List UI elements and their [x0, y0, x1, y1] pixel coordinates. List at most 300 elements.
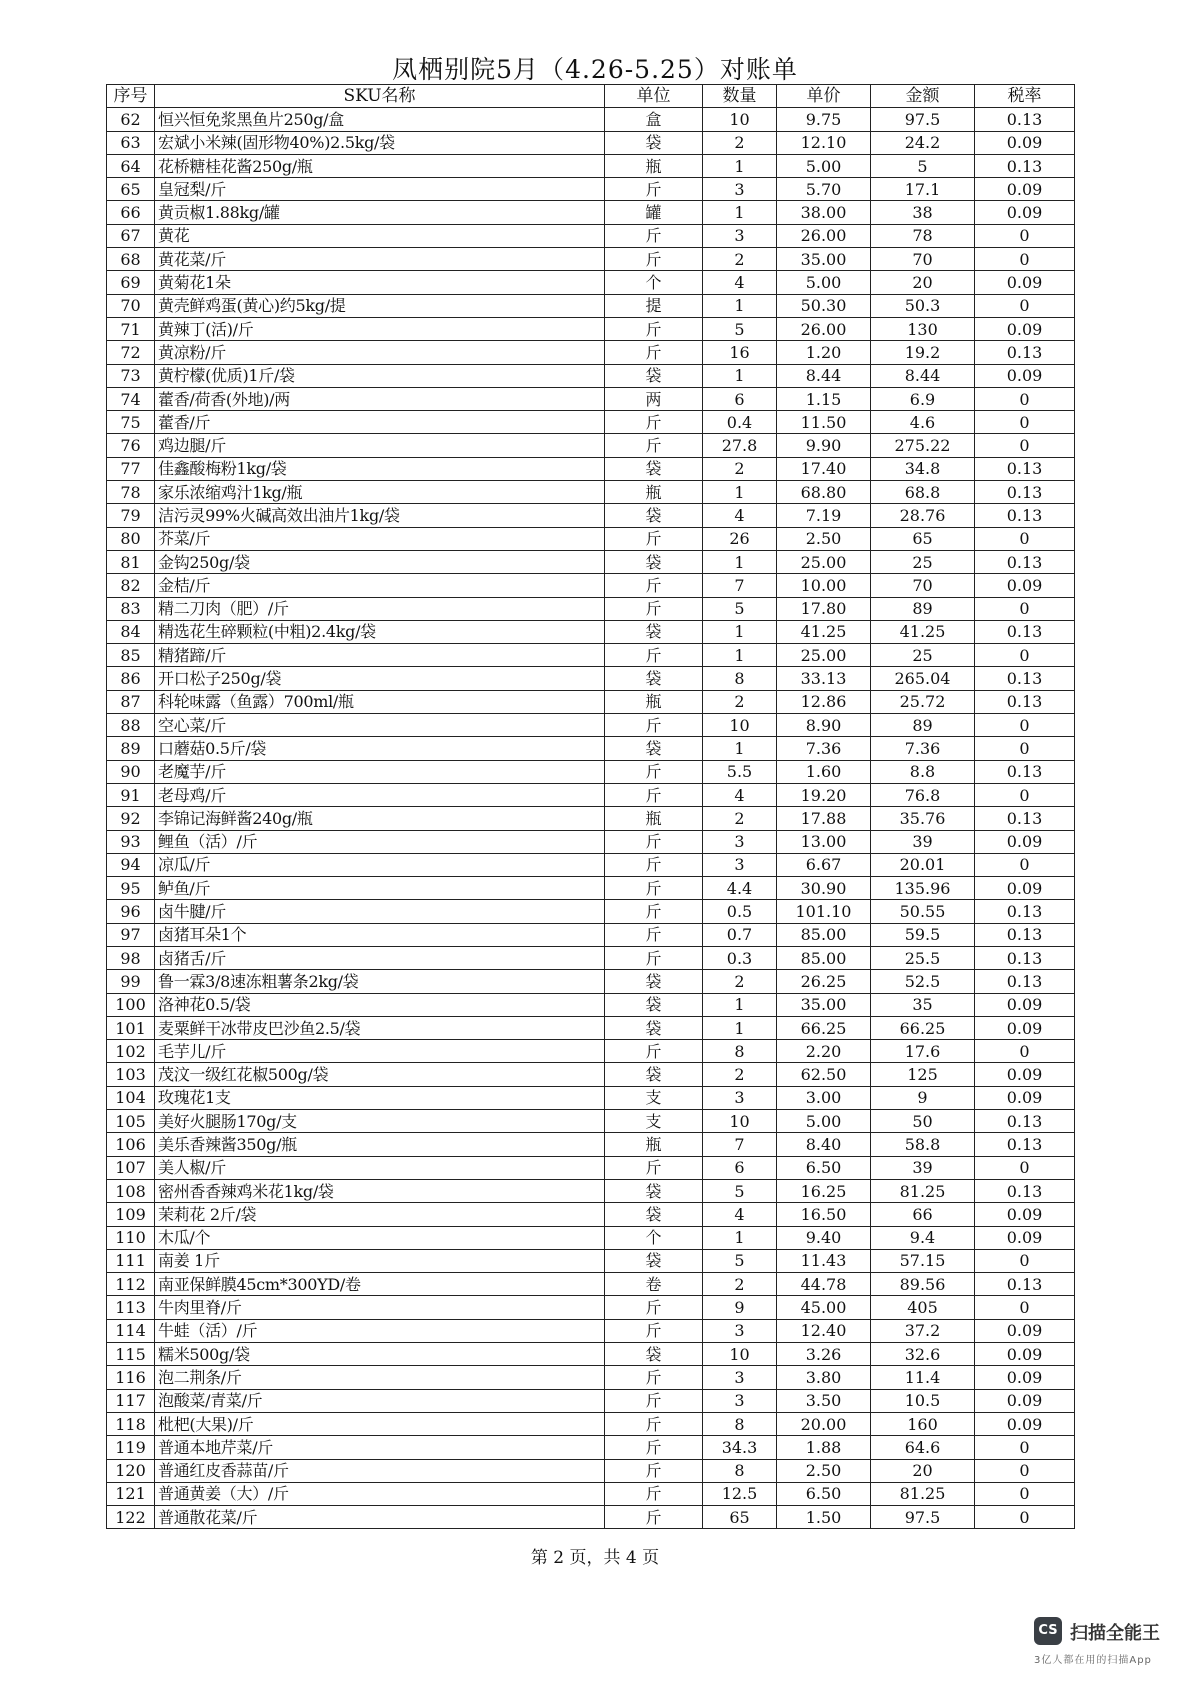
- cell-amount: 89: [871, 714, 975, 737]
- cell-sku-name: 木瓜/个: [155, 1226, 605, 1249]
- cell-amount: 405: [871, 1296, 975, 1319]
- cell-unit: 袋: [605, 131, 703, 154]
- cell-quantity: 0.5: [703, 900, 777, 923]
- cell-unit-price: 12.86: [777, 690, 871, 713]
- cell-unit-price: 10.00: [777, 574, 871, 597]
- cell-quantity: 7: [703, 1133, 777, 1156]
- table-body: [107, 108, 1075, 1529]
- cell-tax-rate: 0.13: [975, 457, 1075, 480]
- cell-unit: 斤: [605, 923, 703, 946]
- cell-tax-rate: 0: [975, 853, 1075, 876]
- cell-amount: 9.4: [871, 1226, 975, 1249]
- cell-unit: 斤: [605, 178, 703, 201]
- cell-unit-price: 1.50: [777, 1506, 871, 1529]
- cell-unit: 卷: [605, 1273, 703, 1296]
- cell-sku-name: 糯米500g/袋: [155, 1343, 605, 1366]
- cell-quantity: 1: [703, 737, 777, 760]
- cell-sku-name: 牛蛙（活）/斤: [155, 1319, 605, 1342]
- cell-unit: 斤: [605, 341, 703, 364]
- cell-sku-name: 藿香/荷香(外地)/两: [155, 387, 605, 410]
- cell-index: 78: [107, 481, 155, 504]
- table-row: [107, 457, 1075, 480]
- table-row: [107, 946, 1075, 969]
- cell-sku-name: 黄菊花1朵: [155, 271, 605, 294]
- table-row: [107, 714, 1075, 737]
- table-row: [107, 1086, 1075, 1109]
- cell-sku-name: 老魔芋/斤: [155, 760, 605, 783]
- cell-quantity: 1: [703, 154, 777, 177]
- cell-amount: 8.8: [871, 760, 975, 783]
- cell-amount: 17.1: [871, 178, 975, 201]
- cell-quantity: 3: [703, 178, 777, 201]
- cell-sku-name: 卤牛腱/斤: [155, 900, 605, 923]
- cell-tax-rate: 0.09: [975, 1086, 1075, 1109]
- cell-index: 92: [107, 807, 155, 830]
- cell-unit-price: 12.10: [777, 131, 871, 154]
- cell-quantity: 0.7: [703, 923, 777, 946]
- col-header-unit-price: 单价: [777, 85, 871, 108]
- cell-unit: 瓶: [605, 807, 703, 830]
- cell-index: 104: [107, 1086, 155, 1109]
- cell-index: 68: [107, 248, 155, 271]
- cell-sku-name: 黄花菜/斤: [155, 248, 605, 271]
- cell-tax-rate: 0.13: [975, 550, 1075, 573]
- table-row: [107, 830, 1075, 853]
- cell-sku-name: 美人椒/斤: [155, 1156, 605, 1179]
- cell-quantity: 3: [703, 1319, 777, 1342]
- cell-index: 65: [107, 178, 155, 201]
- cell-unit-price: 7.36: [777, 737, 871, 760]
- cell-tax-rate: 0.09: [975, 1319, 1075, 1342]
- statement-table: [106, 84, 1075, 1529]
- cell-unit: 斤: [605, 1482, 703, 1505]
- cell-index: 63: [107, 131, 155, 154]
- table-row: [107, 877, 1075, 900]
- cell-tax-rate: 0.13: [975, 1133, 1075, 1156]
- cell-unit-price: 6.67: [777, 853, 871, 876]
- cell-quantity: 3: [703, 1086, 777, 1109]
- cell-index: 118: [107, 1412, 155, 1435]
- cell-tax-rate: 0: [975, 737, 1075, 760]
- cell-unit: 斤: [605, 783, 703, 806]
- cell-quantity: 3: [703, 1366, 777, 1389]
- table-row: [107, 807, 1075, 830]
- cell-tax-rate: 0: [975, 1296, 1075, 1319]
- cell-amount: 50: [871, 1110, 975, 1133]
- cell-sku-name: 普通散花菜/斤: [155, 1506, 605, 1529]
- table-row: [107, 1296, 1075, 1319]
- cell-quantity: 65: [703, 1506, 777, 1529]
- cell-sku-name: 恒兴恒免浆黑鱼片250g/盒: [155, 108, 605, 131]
- cell-sku-name: 玫瑰花1支: [155, 1086, 605, 1109]
- cell-index: 90: [107, 760, 155, 783]
- cell-unit: 两: [605, 387, 703, 410]
- cell-unit-price: 3.00: [777, 1086, 871, 1109]
- page-footer: 第 2 页，共 4 页: [530, 1548, 660, 1568]
- cell-index: 117: [107, 1389, 155, 1412]
- cell-amount: 11.4: [871, 1366, 975, 1389]
- cell-quantity: 26: [703, 527, 777, 550]
- cell-quantity: 8: [703, 667, 777, 690]
- cell-quantity: 4: [703, 1203, 777, 1226]
- col-header-amount: 金额: [871, 85, 975, 108]
- cell-tax-rate: 0.13: [975, 1273, 1075, 1296]
- cell-tax-rate: 0.09: [975, 201, 1075, 224]
- cell-unit: 斤: [605, 597, 703, 620]
- cell-index: 87: [107, 690, 155, 713]
- cell-sku-name: 宏斌小米辣(固形物40%)2.5kg/袋: [155, 131, 605, 154]
- cell-sku-name: 口蘑菇0.5斤/袋: [155, 737, 605, 760]
- table-row: [107, 364, 1075, 387]
- table-row: [107, 1482, 1075, 1505]
- cell-amount: 20: [871, 1459, 975, 1482]
- cell-unit: 袋: [605, 737, 703, 760]
- cell-sku-name: 鲤鱼（活）/斤: [155, 830, 605, 853]
- cell-tax-rate: 0.09: [975, 1389, 1075, 1412]
- cell-amount: 6.9: [871, 387, 975, 410]
- cell-unit-price: 1.60: [777, 760, 871, 783]
- cell-sku-name: 卤猪舌/斤: [155, 946, 605, 969]
- cell-index: 107: [107, 1156, 155, 1179]
- cell-unit: 罐: [605, 201, 703, 224]
- cell-unit: 斤: [605, 1156, 703, 1179]
- cell-index: 76: [107, 434, 155, 457]
- cell-sku-name: 精猪蹄/斤: [155, 644, 605, 667]
- cell-unit: 斤: [605, 1296, 703, 1319]
- cell-tax-rate: 0.13: [975, 1179, 1075, 1202]
- cell-index: 110: [107, 1226, 155, 1249]
- cell-index: 66: [107, 201, 155, 224]
- cell-amount: 10.5: [871, 1389, 975, 1412]
- cell-tax-rate: 0.09: [975, 317, 1075, 340]
- cell-sku-name: 皇冠梨/斤: [155, 178, 605, 201]
- cell-unit-price: 25.00: [777, 644, 871, 667]
- cell-tax-rate: 0.09: [975, 1063, 1075, 1086]
- cell-sku-name: 黄壳鲜鸡蛋(黄心)约5kg/提: [155, 294, 605, 317]
- cell-unit: 斤: [605, 760, 703, 783]
- cell-quantity: 4: [703, 504, 777, 527]
- cell-tax-rate: 0.13: [975, 946, 1075, 969]
- cell-amount: 9: [871, 1086, 975, 1109]
- cell-index: 71: [107, 317, 155, 340]
- cell-tax-rate: 0.09: [975, 178, 1075, 201]
- table-row: [107, 1506, 1075, 1529]
- cell-sku-name: 南亚保鲜膜45cm*300YD/卷: [155, 1273, 605, 1296]
- table-row: [107, 481, 1075, 504]
- cell-tax-rate: 0.09: [975, 1016, 1075, 1039]
- table-row: [107, 1389, 1075, 1412]
- cell-quantity: 2: [703, 457, 777, 480]
- cell-sku-name: 鲁一霖3/8速冻粗薯条2kg/袋: [155, 970, 605, 993]
- cell-amount: 66.25: [871, 1016, 975, 1039]
- cell-amount: 50.55: [871, 900, 975, 923]
- cell-sku-name: 牛肉里脊/斤: [155, 1296, 605, 1319]
- cell-tax-rate: 0: [975, 411, 1075, 434]
- cell-unit-price: 85.00: [777, 923, 871, 946]
- cell-unit: 袋: [605, 457, 703, 480]
- cell-quantity: 12.5: [703, 1482, 777, 1505]
- cell-sku-name: 茉莉花 2斤/袋: [155, 1203, 605, 1226]
- cell-amount: 35.76: [871, 807, 975, 830]
- cell-sku-name: 黄贡椒1.88kg/罐: [155, 201, 605, 224]
- cell-amount: 89.56: [871, 1273, 975, 1296]
- cell-unit-price: 62.50: [777, 1063, 871, 1086]
- cell-amount: 275.22: [871, 434, 975, 457]
- cell-quantity: 9: [703, 1296, 777, 1319]
- cell-amount: 89: [871, 597, 975, 620]
- cell-sku-name: 科轮味露（鱼露）700ml/瓶: [155, 690, 605, 713]
- cell-unit-price: 101.10: [777, 900, 871, 923]
- cell-amount: 17.6: [871, 1040, 975, 1063]
- table-row: [107, 387, 1075, 410]
- cell-sku-name: 花桥糖桂花酱250g/瓶: [155, 154, 605, 177]
- cell-index: 74: [107, 387, 155, 410]
- cell-unit-price: 9.90: [777, 434, 871, 457]
- cell-quantity: 1: [703, 481, 777, 504]
- cell-tax-rate: 0: [975, 1459, 1075, 1482]
- cell-unit: 袋: [605, 993, 703, 1016]
- cell-sku-name: 美乐香辣酱350g/瓶: [155, 1133, 605, 1156]
- cell-quantity: 3: [703, 830, 777, 853]
- cell-unit-price: 13.00: [777, 830, 871, 853]
- table-row: [107, 597, 1075, 620]
- cell-quantity: 3: [703, 1389, 777, 1412]
- cell-unit: 斤: [605, 644, 703, 667]
- cell-unit-price: 2.50: [777, 527, 871, 550]
- cell-unit-price: 16.50: [777, 1203, 871, 1226]
- table-row: [107, 550, 1075, 573]
- cell-index: 86: [107, 667, 155, 690]
- cell-unit-price: 3.80: [777, 1366, 871, 1389]
- cell-quantity: 2: [703, 131, 777, 154]
- table-row: [107, 248, 1075, 271]
- cell-unit: 支: [605, 1110, 703, 1133]
- cell-unit: 袋: [605, 1016, 703, 1039]
- cell-amount: 5: [871, 154, 975, 177]
- cell-sku-name: 洛神花0.5/袋: [155, 993, 605, 1016]
- cell-amount: 78: [871, 224, 975, 247]
- table-row: [107, 294, 1075, 317]
- cell-index: 111: [107, 1249, 155, 1272]
- cell-unit-price: 45.00: [777, 1296, 871, 1319]
- cell-index: 116: [107, 1366, 155, 1389]
- cell-sku-name: 南姜 1斤: [155, 1249, 605, 1272]
- cell-amount: 24.2: [871, 131, 975, 154]
- cell-unit-price: 2.20: [777, 1040, 871, 1063]
- cell-unit-price: 12.40: [777, 1319, 871, 1342]
- cell-tax-rate: 0: [975, 387, 1075, 410]
- cell-unit-price: 26.00: [777, 317, 871, 340]
- cell-unit-price: 35.00: [777, 248, 871, 271]
- cell-unit-price: 17.40: [777, 457, 871, 480]
- cell-quantity: 1: [703, 993, 777, 1016]
- cell-unit-price: 1.15: [777, 387, 871, 410]
- table-row: [107, 900, 1075, 923]
- cell-unit: 斤: [605, 830, 703, 853]
- scanner-logo-icon: CS: [1034, 1617, 1062, 1645]
- cell-amount: 58.8: [871, 1133, 975, 1156]
- cell-unit: 瓶: [605, 690, 703, 713]
- cell-quantity: 5: [703, 317, 777, 340]
- cell-index: 70: [107, 294, 155, 317]
- cell-tax-rate: 0.13: [975, 504, 1075, 527]
- cell-sku-name: 泡二荆条/斤: [155, 1366, 605, 1389]
- table-row: [107, 1110, 1075, 1133]
- cell-unit-price: 8.40: [777, 1133, 871, 1156]
- cell-unit-price: 50.30: [777, 294, 871, 317]
- cell-sku-name: 芥菜/斤: [155, 527, 605, 550]
- cell-tax-rate: 0: [975, 434, 1075, 457]
- cell-quantity: 2: [703, 807, 777, 830]
- table-row: [107, 1063, 1075, 1086]
- cell-quantity: 2: [703, 248, 777, 271]
- scanner-app-name: 扫描全能王: [1070, 1623, 1160, 1644]
- cell-tax-rate: 0.09: [975, 877, 1075, 900]
- cell-tax-rate: 0.09: [975, 131, 1075, 154]
- table-row: [107, 131, 1075, 154]
- cell-amount: 32.6: [871, 1343, 975, 1366]
- cell-index: 95: [107, 877, 155, 900]
- cell-index: 112: [107, 1273, 155, 1296]
- cell-quantity: 5.5: [703, 760, 777, 783]
- cell-quantity: 5: [703, 597, 777, 620]
- cell-tax-rate: 0: [975, 1249, 1075, 1272]
- cell-sku-name: 普通红皮香蒜苗/斤: [155, 1459, 605, 1482]
- cell-sku-name: 洁污灵99%火碱高效出油片1kg/袋: [155, 504, 605, 527]
- cell-unit: 斤: [605, 877, 703, 900]
- cell-index: 113: [107, 1296, 155, 1319]
- cell-unit-price: 1.20: [777, 341, 871, 364]
- cell-quantity: 10: [703, 714, 777, 737]
- cell-tax-rate: 0: [975, 783, 1075, 806]
- table-row: [107, 1412, 1075, 1435]
- cell-tax-rate: 0: [975, 224, 1075, 247]
- cell-quantity: 8: [703, 1412, 777, 1435]
- cell-unit-price: 11.50: [777, 411, 871, 434]
- cell-quantity: 2: [703, 1273, 777, 1296]
- cell-sku-name: 李锦记海鲜酱240g/瓶: [155, 807, 605, 830]
- cell-index: 89: [107, 737, 155, 760]
- col-header-index: 序号: [107, 85, 155, 108]
- cell-quantity: 1: [703, 550, 777, 573]
- table-row: [107, 644, 1075, 667]
- scanner-watermark: [1034, 1617, 1174, 1673]
- cell-quantity: 27.8: [703, 434, 777, 457]
- table-row: [107, 1156, 1075, 1179]
- cell-sku-name: 泡酸菜/青菜/斤: [155, 1389, 605, 1412]
- cell-unit-price: 5.70: [777, 178, 871, 201]
- cell-unit: 斤: [605, 1040, 703, 1063]
- cell-index: 114: [107, 1319, 155, 1342]
- cell-amount: 39: [871, 1156, 975, 1179]
- cell-amount: 160: [871, 1412, 975, 1435]
- cell-index: 72: [107, 341, 155, 364]
- cell-index: 84: [107, 620, 155, 643]
- cell-tax-rate: 0: [975, 1436, 1075, 1459]
- table-row: [107, 620, 1075, 643]
- table-row: [107, 667, 1075, 690]
- table-row: [107, 1179, 1075, 1202]
- cell-unit: 斤: [605, 1506, 703, 1529]
- cell-tax-rate: 0.09: [975, 1366, 1075, 1389]
- cell-unit: 斤: [605, 527, 703, 550]
- cell-unit-price: 8.90: [777, 714, 871, 737]
- cell-amount: 37.2: [871, 1319, 975, 1342]
- cell-quantity: 34.3: [703, 1436, 777, 1459]
- cell-quantity: 4.4: [703, 877, 777, 900]
- cell-tax-rate: 0: [975, 294, 1075, 317]
- cell-index: 93: [107, 830, 155, 853]
- cell-index: 85: [107, 644, 155, 667]
- cell-unit-price: 20.00: [777, 1412, 871, 1435]
- cell-sku-name: 鸡边腿/斤: [155, 434, 605, 457]
- cell-tax-rate: 0.13: [975, 481, 1075, 504]
- cell-unit-price: 25.00: [777, 550, 871, 573]
- table-row: [107, 224, 1075, 247]
- table-row: [107, 504, 1075, 527]
- cell-index: 101: [107, 1016, 155, 1039]
- table-row: [107, 690, 1075, 713]
- cell-tax-rate: 0.13: [975, 154, 1075, 177]
- cell-sku-name: 普通黄姜（大）/斤: [155, 1482, 605, 1505]
- cell-unit: 斤: [605, 434, 703, 457]
- cell-unit-price: 41.25: [777, 620, 871, 643]
- cell-tax-rate: 0.09: [975, 574, 1075, 597]
- cell-unit-price: 2.50: [777, 1459, 871, 1482]
- cell-sku-name: 茂汶一级红花椒500g/袋: [155, 1063, 605, 1086]
- table-row: [107, 434, 1075, 457]
- cell-sku-name: 金钩250g/袋: [155, 550, 605, 573]
- cell-index: 115: [107, 1343, 155, 1366]
- cell-index: 98: [107, 946, 155, 969]
- cell-unit: 斤: [605, 248, 703, 271]
- cell-index: 64: [107, 154, 155, 177]
- cell-amount: 65: [871, 527, 975, 550]
- table-row: [107, 527, 1075, 550]
- table-row: [107, 1273, 1075, 1296]
- cell-unit-price: 6.50: [777, 1482, 871, 1505]
- cell-quantity: 0.3: [703, 946, 777, 969]
- cell-amount: 76.8: [871, 783, 975, 806]
- cell-unit: 袋: [605, 970, 703, 993]
- cell-amount: 25: [871, 550, 975, 573]
- table-row: [107, 201, 1075, 224]
- cell-quantity: 1: [703, 1226, 777, 1249]
- table-row: [107, 737, 1075, 760]
- cell-quantity: 1: [703, 201, 777, 224]
- cell-quantity: 1: [703, 294, 777, 317]
- cell-quantity: 10: [703, 1110, 777, 1133]
- cell-sku-name: 枇杷(大果)/斤: [155, 1412, 605, 1435]
- cell-index: 81: [107, 550, 155, 573]
- cell-amount: 34.8: [871, 457, 975, 480]
- cell-unit-price: 68.80: [777, 481, 871, 504]
- cell-quantity: 1: [703, 620, 777, 643]
- cell-unit-price: 1.88: [777, 1436, 871, 1459]
- cell-amount: 8.44: [871, 364, 975, 387]
- cell-unit-price: 19.20: [777, 783, 871, 806]
- cell-quantity: 6: [703, 387, 777, 410]
- cell-unit-price: 17.88: [777, 807, 871, 830]
- cell-quantity: 1: [703, 1016, 777, 1039]
- cell-unit: 斤: [605, 946, 703, 969]
- cell-unit: 个: [605, 271, 703, 294]
- col-header-sku: SKU名称: [155, 85, 605, 108]
- cell-amount: 81.25: [871, 1482, 975, 1505]
- cell-quantity: 2: [703, 1063, 777, 1086]
- table-row: [107, 1016, 1075, 1039]
- cell-unit: 袋: [605, 620, 703, 643]
